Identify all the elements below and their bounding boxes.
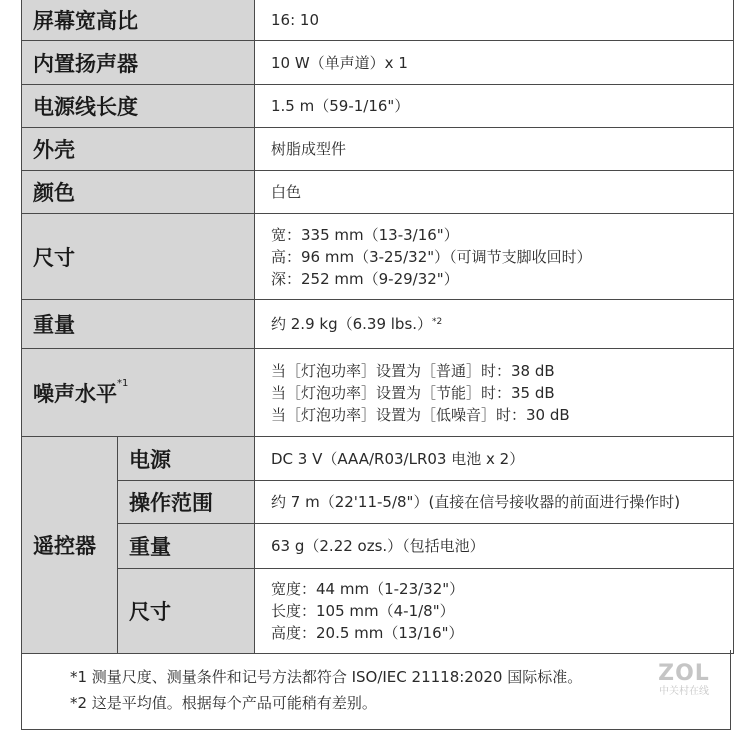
value-line: 长度：105 mm（4-1/8"）: [271, 602, 455, 620]
row-dimensions: [22, 214, 734, 300]
weight-value: 约 2.9 kg（6.39 lbs.）: [271, 315, 433, 333]
row-remote-dimensions: [22, 569, 734, 654]
row-label: 电源线长度: [22, 85, 255, 128]
row-label: [22, 349, 255, 437]
row-noise-level: [22, 349, 734, 437]
row-remote-range: [22, 481, 734, 524]
watermark-logo-text: ZOL: [658, 661, 710, 686]
row-value: 63 g（2.22 ozs.）（包括电池）: [255, 524, 734, 569]
row-aspect-ratio: [22, 0, 734, 41]
row-label: 重量: [22, 300, 255, 349]
row-remote-power: [22, 437, 734, 481]
value-line: 当［灯泡功率］设置为［普通］时：38 dB: [271, 361, 555, 380]
sub-label: 尺寸: [118, 569, 255, 654]
watermark-logo: [645, 662, 723, 698]
footnote: *2 这是平均值。根据每个产品可能稍有差别。: [70, 694, 377, 712]
row-value: [255, 569, 734, 654]
footnotes: [21, 650, 731, 730]
row-value: [255, 300, 734, 349]
value-line: 宽：335 mm（13-3/16"）: [271, 225, 459, 244]
row-weight: [22, 300, 734, 349]
remote-label: 遥控器: [22, 437, 118, 654]
value-line: 深：252 mm（9-29/32"）: [271, 269, 459, 288]
row-value: 树脂成型件: [255, 128, 734, 171]
footnote-mark: *2: [432, 317, 443, 327]
value-line: 高度：20.5 mm（13/16"）: [271, 624, 464, 642]
footnote-mark: *1: [117, 377, 129, 389]
row-value: [255, 214, 734, 300]
value-line: 当［灯泡功率］设置为［节能］时：35 dB: [271, 383, 555, 402]
row-speaker: [22, 41, 734, 85]
row-color: [22, 171, 734, 214]
sub-label: 操作范围: [118, 481, 255, 524]
watermark-site-text: 中关村在线: [659, 686, 709, 697]
sub-label: 重量: [118, 524, 255, 569]
value-line: 宽度：44 mm（1-23/32"）: [271, 580, 465, 598]
value-line: 高：96 mm（3-25/32"）（可调节支脚收回时）: [271, 247, 592, 266]
row-value: 16: 10: [255, 0, 734, 41]
value-line: 当［灯泡功率］设置为［低噪音］时：30 dB: [271, 405, 570, 424]
row-value: 1.5 m（59-1/16"）: [255, 85, 734, 128]
row-cable-length: [22, 85, 734, 128]
row-label: 外壳: [22, 128, 255, 171]
row-case: [22, 128, 734, 171]
row-label: 屏幕宽高比: [22, 0, 255, 41]
row-value: DC 3 V（AAA/R03/LR03 电池 x 2）: [255, 437, 734, 481]
row-label: 尺寸: [22, 214, 255, 300]
spec-table: [21, 0, 734, 654]
row-value: 10 W（单声道）x 1: [255, 41, 734, 85]
row-label: 颜色: [22, 171, 255, 214]
sub-label: 电源: [118, 437, 255, 481]
row-value: 约 7 m（22'11-5/8"）(直接在信号接收器的前面进行操作时): [255, 481, 734, 524]
footnote: *1 测量尺度、测量条件和记号方法都符合 ISO/IEC 21118:2020 国际标准。: [70, 668, 583, 686]
noise-label: 噪声水平: [33, 381, 117, 406]
row-value: [255, 349, 734, 437]
row-value: 白色: [255, 171, 734, 214]
row-remote-weight: [22, 524, 734, 569]
row-label: 内置扬声器: [22, 41, 255, 85]
